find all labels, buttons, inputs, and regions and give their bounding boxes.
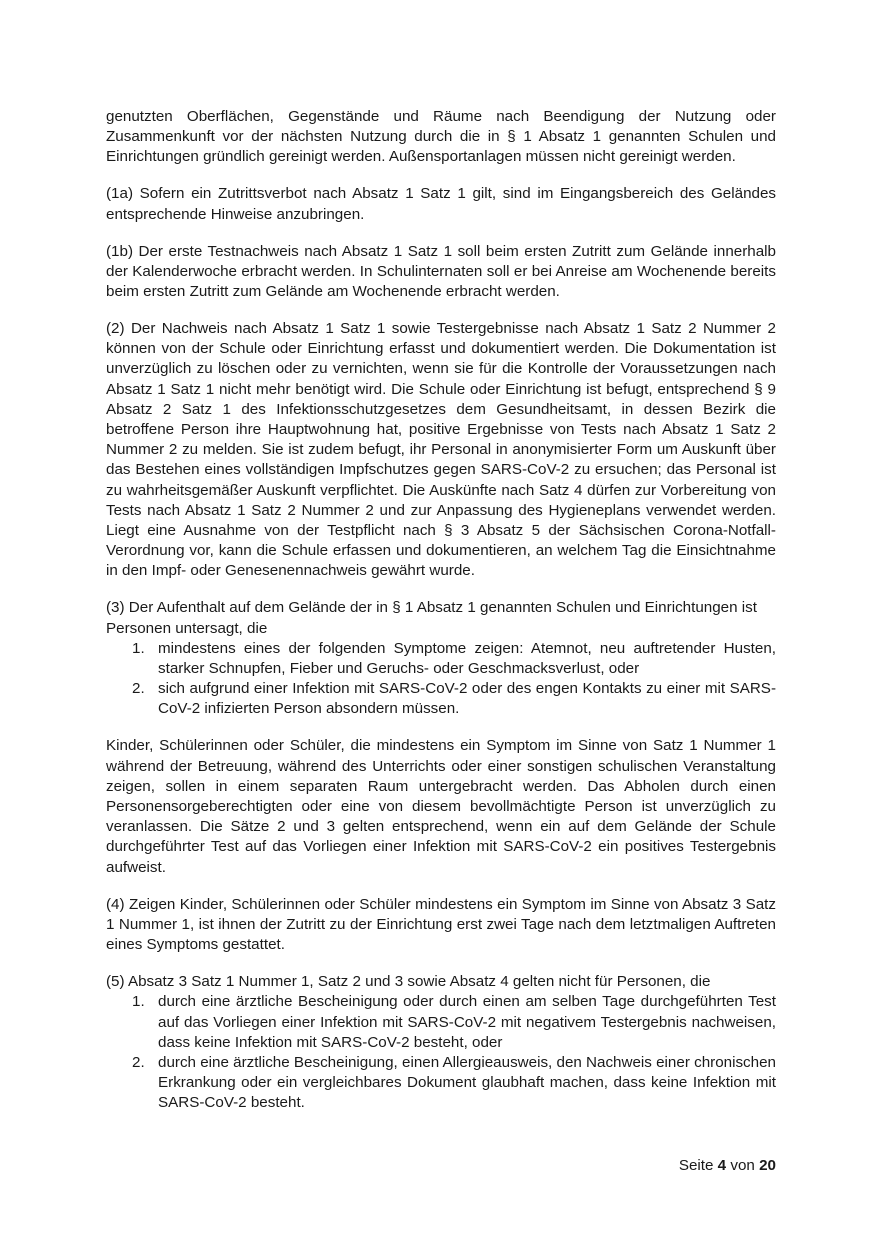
list-item-text: durch eine ärztliche Bescheinigung oder durch einen am selben Tage durchgeführten Test auf das Vorliegen einer Infektion mit SARS-CoV-2 mit negativem Testergebnis nachweisen, dass keine Infektion mit SARS-CoV-2 besteht, oder xyxy=(158,993,776,1051)
footer-total-pages: 20 xyxy=(759,1157,776,1174)
paragraph-3-continuation: Kinder, Schülerinnen oder Schüler, die mindestens ein Symptom im Sinne von Satz 1 Nummer 1 während der Betreuung, während des Unterrichts oder einer sonstigen schulischen Veranstaltung zeigen, sollen in einem separaten Raum untergebracht werden. Das Abholen durch einen Personensorgeberechtigten oder eine von diesem bevollmächtigte Person ist unverzüglich zu veranlassen. Die Sätze 2 und 3 gelten entsprechend, wenn ein auf dem Gelände der Schule durchgeführter Test auf das Vorliegen einer Infektion mit SARS-CoV-2 ein positives Testergebnis aufweist. xyxy=(106,737,776,876)
paragraph-4: (4) Zeigen Kinder, Schülerinnen oder Schüler mindestens ein Symptom im Sinne von Absatz 3 Satz 1 Nummer 1, ist ihnen der Zutritt zu der Einrichtung erst zwei Tage nach dem letztmaligen Auftreten eines Symptoms gestattet. xyxy=(106,895,776,954)
paragraph-1a: (1a) Sofern ein Zutrittsverbot nach Absatz 1 Satz 1 gilt, sind im Eingangsbereich des Geländes entsprechende Hinweise anzubringen. xyxy=(106,185,776,223)
paragraph-3-intro: (3) Der Aufenthalt auf dem Gelände der in § 1 Absatz 1 genannten Schulen und Einrichtungen ist Personen untersagt, die xyxy=(106,599,757,637)
list-item xyxy=(106,679,776,719)
list-item xyxy=(106,1053,776,1114)
paragraph-1b: (1b) Der erste Testnachweis nach Absatz 1 Satz 1 soll beim ersten Zutritt zum Gelände innerhalb der Kalenderwoche erbracht werden. In Schulinternaten soll er bei Anreise am Wochenende bereits beim ersten Zutritt zum Gelände am Wochenende erbracht werden. xyxy=(106,242,776,301)
footer-middle: von xyxy=(730,1157,755,1174)
footer-prefix: Seite xyxy=(678,1157,714,1174)
paragraph-continuation: genutzten Oberflächen, Gegenstände und Räume nach Beendigung der Nutzung oder Zusammenkunft vor der nächsten Nutzung durch die in § 1 Absatz 1 genannten Schulen und Einrichtungen gründlich gereinigt werden. Außensportanlagen müssen nicht gereinigt werden. xyxy=(106,108,776,166)
list-item-text: durch eine ärztliche Bescheinigung, einen Allergieausweis, den Nachweis einer chronischen Erkrankung oder ein vergleichbares Dokument glaubhaft machen, dass keine Infektion mit SARS-CoV-2 besteht. xyxy=(158,1053,776,1112)
paragraph-5-list xyxy=(106,992,776,1113)
list-item xyxy=(106,992,776,1053)
list-item-number: 1. xyxy=(132,639,145,657)
list-item-text: mindestens eines der folgenden Symptome zeigen: Atemnot, neu auftretender Husten, starker Schnupfen, Fieber und Geruchs- oder Geschmacksverlust, oder xyxy=(158,639,776,678)
list-item-number: 2. xyxy=(132,680,145,698)
list-item-text: sich aufgrund einer Infektion mit SARS-CoV-2 oder des engen Kontakts zu einer mit SARS-CoV-2 infizierten Person absondern müssen. xyxy=(158,680,776,718)
list-item xyxy=(106,639,776,679)
paragraph-2: (2) Der Nachweis nach Absatz 1 Satz 1 sowie Testergebnisse nach Absatz 1 Satz 2 Nummer 2 können von der Schule oder Einrichtung erfasst und dokumentiert werden. Die Dokumentation ist unverzüglich zu löschen oder zu vernichten, wenn sie für die Kontrolle der Voraussetzungen nach Absatz 1 Satz 1 nicht mehr benötigt wird. Die Schule oder Einrichtung ist befugt, entsprechend § 9 Absatz 2 Satz 1 des Infektionsschutzgesetzes dem Gesundheitsamt, in dessen Bezirk die betroffene Person ihre Hauptwohnung hat, positive Ergebnisse von Tests nach Absatz 1 Satz 2 Nummer 2 zu melden. Sie ist zudem befugt, ihr Personal in anonymisierter Form um Auskunft über das Bestehen eines vollständigen Impfschutzes gegen SARS-CoV-2 zu ersuchen; das Personal ist zu wahrheitsgemäßer Auskunft verpflichtet. Die Auskünfte nach Satz 4 dürfen zur Vorbereitung von Tests nach Absatz 1 Satz 2 Nummer 2 und zur Anpassung des Hygieneplans verwendet werden. Liegt eine Ausnahme von der Testpflicht nach § 3 Absatz 5 der Sächsischen Corona-Notfall-Verordnung vor, kann die Schule erfassen und dokumentieren, an welchem Tag die Einsichtnahme in den Impf- oder Genesenennachweis gewährt wurde. xyxy=(106,320,776,580)
page-footer xyxy=(679,1156,776,1176)
paragraph-5-intro: (5) Absatz 3 Satz 1 Nummer 1, Satz 2 und 3 sowie Absatz 4 gelten nicht für Personen, die xyxy=(106,973,711,991)
paragraph-3-list xyxy=(106,639,776,720)
document-page xyxy=(106,107,776,1114)
list-item-number: 1. xyxy=(132,993,145,1011)
list-item-number: 2. xyxy=(132,1053,145,1071)
footer-page-number: 4 xyxy=(717,1157,727,1174)
